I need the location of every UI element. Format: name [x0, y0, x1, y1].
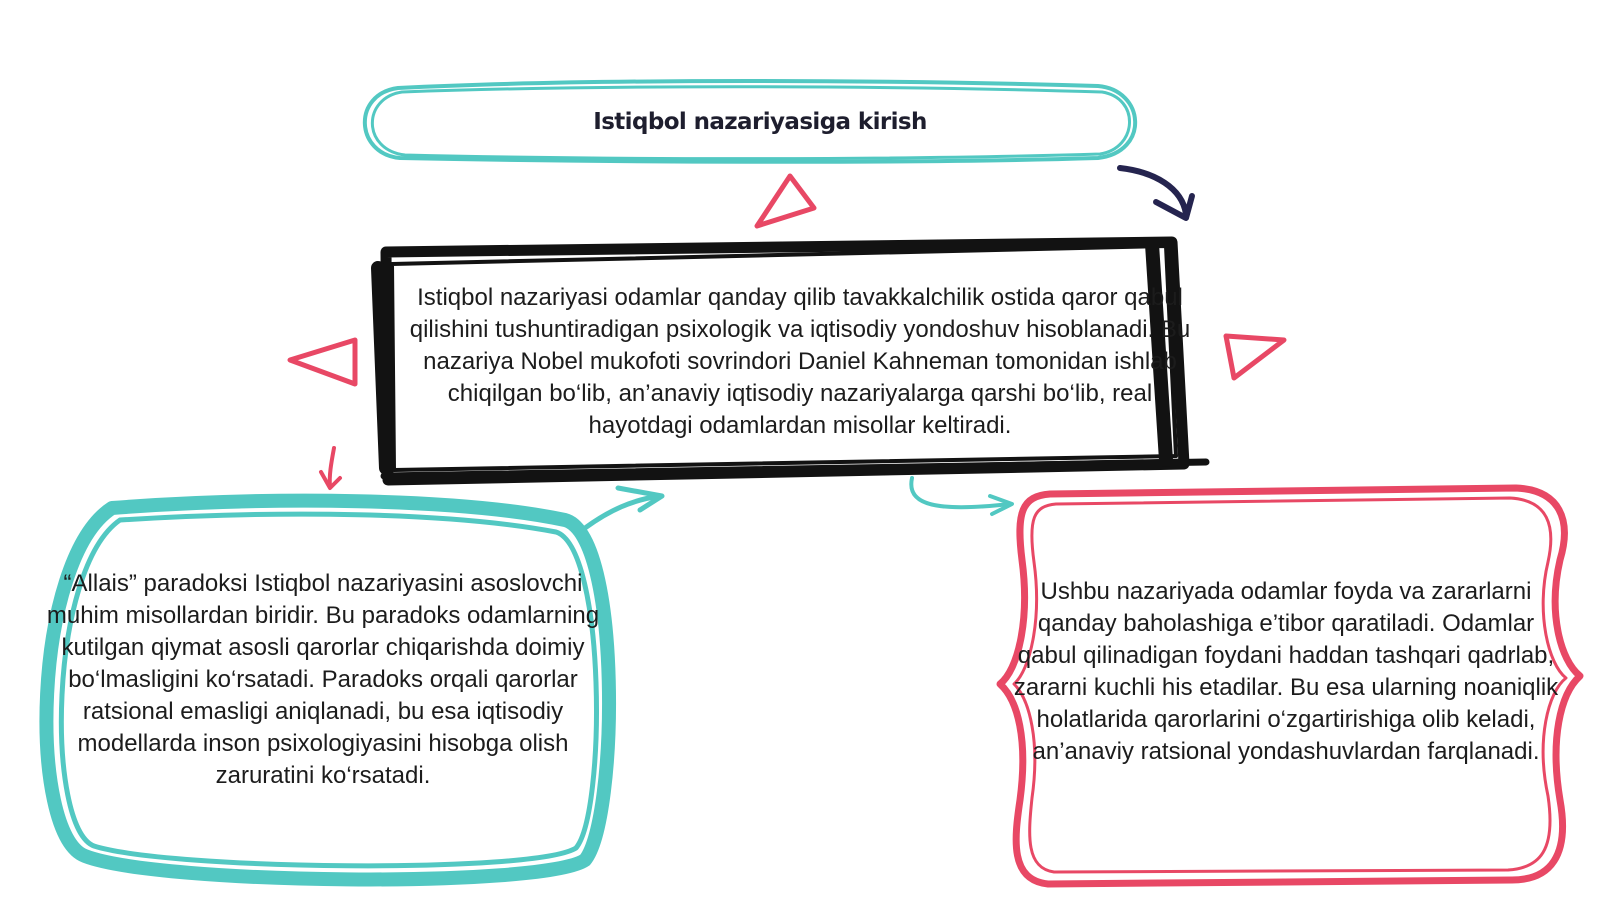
teal-arrow-right — [911, 478, 1012, 514]
gains-losses-text: Ushbu nazariyada odamlar foyda va zararlarni qanday baholashiga e’tibor qaratiladi. Odamlar qabul qilinadigan foydani haddan tashqari qadrlab, zararni kuchli his etadilar. Bu esa ularning noaniqlik holatlarida qarorlarini o‘zgartirishiga olib keladi, an’anaviy ratsional yondashuvlardan farqlanadi. — [1013, 578, 1559, 765]
teal-arrow-left — [585, 488, 662, 528]
pink-small-arrow — [321, 448, 340, 488]
diagram-title: Istiqbol nazariyasiga kirish — [593, 109, 927, 135]
triangle-up-decor — [757, 176, 814, 226]
navy-arrow — [1120, 168, 1192, 218]
triangle-right-decor — [1226, 336, 1284, 378]
main-description: Istiqbol nazariyasi odamlar qanday qilib tavakkalchilik ostida qaror qabul qilishini tushuntiradigan psixologik va iqtisodiy yondoshuv hisoblanadi. Bu nazariya Nobel mukofoti sovrindori Daniel Kahneman tomonidan ishlab chiqilgan bo‘lib, an’anaviy iqtisodiy nazariyalarga qarshi bo‘lib, real hayotdagi odamlardan misollar keltiradi. — [409, 284, 1191, 439]
allais-paradox-text: “Allais” paradoksi Istiqbol nazariyasini asoslovchi muhim misollardan biridir. Bu paradoks odamlarning kutilgan qiymat asosli qarorlar chiqarishda doimiy bo‘lmasligini ko‘rsatadi. Paradoks orqali qarorlar ratsional emasligi aniqlanadi, bu esa iqtisodiy modellarda inson psixologiyasini hisobga olish zaruratini ko‘rsatadi. — [46, 570, 600, 789]
triangle-left-decor — [290, 340, 355, 384]
